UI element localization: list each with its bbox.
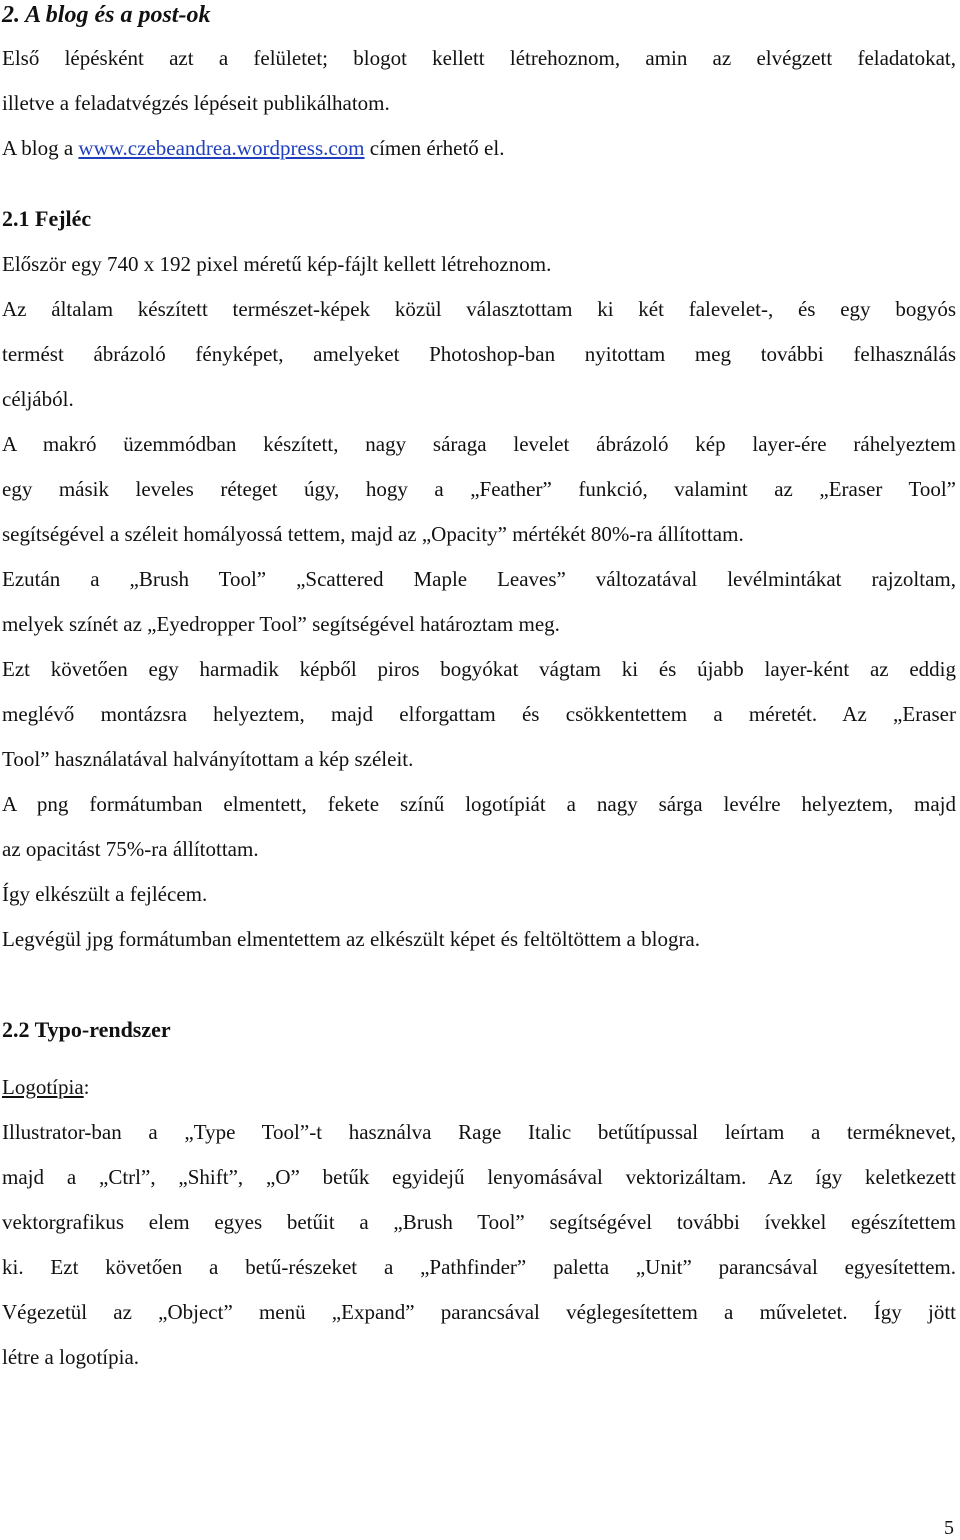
paragraph-line: Először egy 740 x 192 pixel méretű kép-fájlt kellett létrehoznom. bbox=[2, 252, 552, 276]
paragraph-line: Illustrator-ban a „Type Tool”-t használva Rage Italic betűtípussal leírtam a terméknevet, bbox=[2, 1120, 956, 1144]
logotipia-label-text: Logotípia bbox=[2, 1075, 84, 1099]
blog-url-link[interactable]: www.czebeandrea.wordpress.com bbox=[78, 136, 365, 160]
paragraph-line: az opacitást 75%-ra állítottam. bbox=[2, 837, 259, 861]
section-heading: 2. A blog és a post-ok bbox=[2, 2, 211, 28]
paragraph-line: A png formátumban elmentett, fekete színű logotípiát a nagy sárga levélre helyeztem, majd bbox=[2, 792, 956, 816]
paragraph-line: Ezután a „Brush Tool” „Scattered Maple Leaves” változatával levélmintákat rajzoltam, bbox=[2, 567, 956, 591]
paragraph-line: ki. Ezt követően a betű-részeket a „Pathfinder” paletta „Unit” parancsával egyesítettem. bbox=[2, 1255, 956, 1279]
subsection-heading-typo: 2.2 Typo-rendszer bbox=[2, 1017, 171, 1042]
intro-line-3-prefix: A blog a bbox=[2, 136, 79, 160]
paragraph-line: meglévő montázsra helyeztem, majd elforgattam és csökkentettem a méretét. Az „Eraser bbox=[2, 702, 956, 726]
paragraph-line: Az általam készített természet-képek közül választottam ki két falevelet-, és egy bogyós bbox=[2, 297, 956, 321]
paragraph-line: A makró üzemmódban készített, nagy sáraga levelet ábrázoló kép layer-ére ráhelyeztem bbox=[2, 432, 956, 456]
paragraph-line: egy másik leveles réteget úgy, hogy a „Feather” funkció, valamint az „Eraser Tool” bbox=[2, 477, 956, 501]
logotipia-label-colon: : bbox=[83, 1075, 90, 1099]
intro-line-3 bbox=[2, 138, 504, 159]
paragraph-line: melyek színét az „Eyedropper Tool” segítségével határoztam meg. bbox=[2, 612, 560, 636]
paragraph-line: céljából. bbox=[2, 387, 74, 411]
logotipia-label bbox=[2, 1077, 90, 1098]
subsection-heading-fejlec: 2.1 Fejléc bbox=[2, 206, 92, 231]
paragraph-line: Tool” használatával halványítottam a kép széleit. bbox=[2, 747, 414, 771]
intro-line-2: illetve a feladatvégzés lépéseit publikálhatom. bbox=[2, 91, 390, 115]
intro-line-3-suffix: címen érhető el. bbox=[364, 136, 505, 160]
paragraph-line: Ezt követően egy harmadik képből piros bogyókat vágtam ki és újabb layer-ként az eddig bbox=[2, 657, 956, 681]
paragraph-line: létre a logotípia. bbox=[2, 1345, 140, 1369]
paragraph-line: segítségével a széleit homályossá tettem, majd az „Opacity” mértékét 80%-ra állítottam. bbox=[2, 522, 744, 546]
paragraph-line: majd a „Ctrl”, „Shift”, „O” betűk egyidejű lenyomásával vektorizáltam. Az így keletkezett bbox=[2, 1165, 956, 1189]
intro-line-1: Első lépésként azt a felületet; blogot kellett létrehoznom, amin az elvégzett feladatokat, bbox=[2, 46, 956, 70]
paragraph-line: Így elkészült a fejlécem. bbox=[2, 882, 208, 906]
paragraph-line: vektorgrafikus elem egyes betűit a „Brush Tool” segítségével további ívekkel egészítettem bbox=[2, 1210, 956, 1234]
page-number: 5 bbox=[944, 1517, 954, 1539]
paragraph-line: termést ábrázoló fényképet, amelyeket Photoshop-ban nyitottam meg további felhasználás bbox=[2, 342, 956, 366]
paragraph-line: Legvégül jpg formátumban elmentettem az elkészült képet és feltöltöttem a blogra. bbox=[2, 927, 701, 951]
paragraph-line: Végezetül az „Object” menü „Expand” parancsával véglegesítettem a műveletet. Így jött bbox=[2, 1300, 956, 1324]
